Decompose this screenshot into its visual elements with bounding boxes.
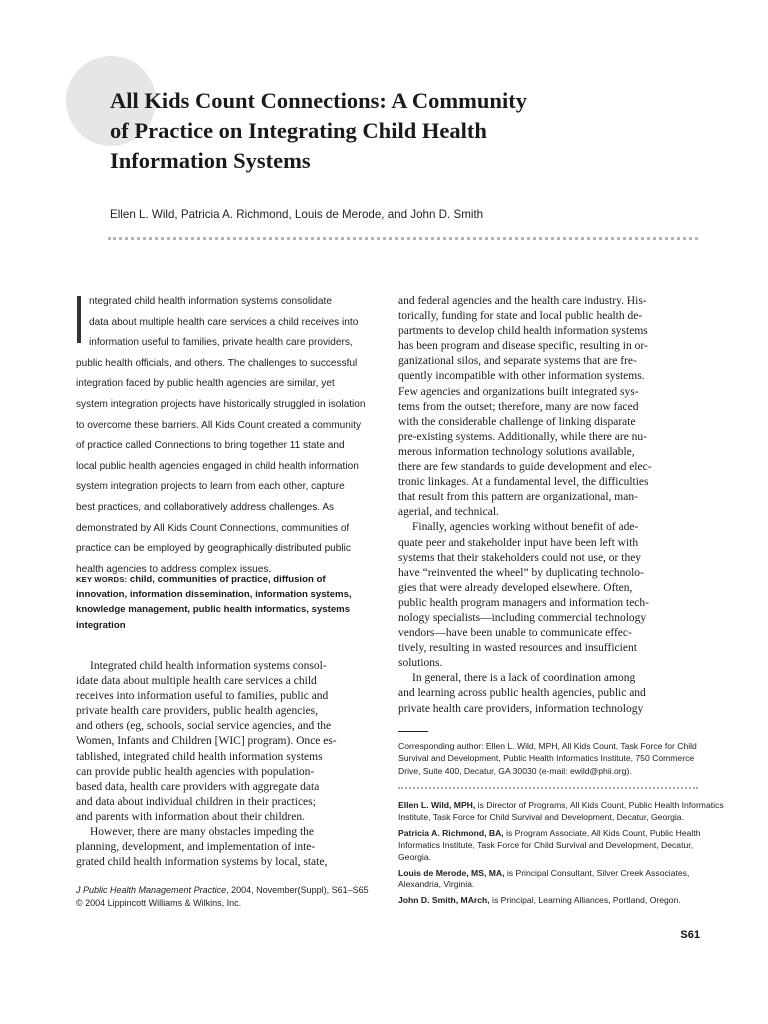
body-line: Women, Infants and Children [WIC] program). Once es- <box>76 735 337 748</box>
body-line: quate peer and stakeholder input have been left with <box>398 536 639 549</box>
body-line: Few agencies and organizations built integrated sys- <box>398 385 639 398</box>
body-line: receives into information useful to families, public and <box>76 690 329 703</box>
keywords-line: innovation, information dissemination, information systems, <box>76 589 352 601</box>
body-line: public health program managers and information tech- <box>398 596 649 609</box>
body-line: private health care providers, information technology <box>398 702 644 715</box>
body-line: gies that were already developed elsewhere. Often, <box>398 581 633 594</box>
body-line: have “reinvented the wheel” by duplicating technolo- <box>398 566 644 579</box>
journal-name: J Public Health Management Practice <box>76 885 227 895</box>
bio-text: Informatics Institute, Task Force for Child Survival and Development, Decatur, <box>398 839 694 850</box>
body-line: nology specialists—including commercial technology <box>398 611 647 624</box>
body-line: with the considerable challenge of linking disparate <box>398 415 636 428</box>
bio-text: is Principal, Learning Alliances, Portland, Oregon. <box>489 895 681 906</box>
abstract-line: system integration projects to learn from each other, capture <box>76 481 345 493</box>
body-line: However, there are many obstacles impeding the <box>90 826 315 839</box>
author-bios <box>398 800 724 911</box>
bio-text: is Director of Programs, All Kids Count, Public Health Informatics <box>475 800 724 810</box>
body-line: In general, there is a lack of coordination among <box>412 672 636 685</box>
author-bio <box>398 828 708 864</box>
footnote-rule <box>398 731 428 732</box>
body-line: partments to develop child health information systems <box>398 325 648 338</box>
keywords-line: integration <box>76 619 126 631</box>
bio-text: Alexandria, Virginia. <box>398 879 475 890</box>
abstract-line: best practices, and collaboratively address challenges. As <box>76 501 335 513</box>
author-list: Ellen L. Wild, Patricia A. Richmond, Louis de Merode, and John D. Smith <box>110 208 484 221</box>
body-line: ganizational silos, and separate systems that are fre- <box>398 355 637 368</box>
abstract-line: integration faced by public health agencies are similar, yet <box>76 378 335 390</box>
title-divider <box>108 237 698 240</box>
body-line: vendors—have been unable to communicate effec- <box>398 627 632 640</box>
keywords <box>76 572 376 633</box>
bio-text: is Program Associate, All Kids Count, Public Health <box>503 827 701 838</box>
citation-details: , 2004, November(Suppl), S61–S65 <box>226 885 369 895</box>
corresp-line: Drive, Suite 400, Decatur, GA 30030 (e-mail: ewild@phii.org). <box>398 765 632 776</box>
body-line: that result from this pattern are organizational, man- <box>398 491 638 504</box>
body-line: and learning across public health agencies, public and <box>398 687 646 700</box>
abstract-line: to overcome these barriers. All Kids Count created a community <box>76 419 361 431</box>
body-line: quently incompatible with other information systems. <box>398 370 645 383</box>
body-line: tablished, integrated child health information systems <box>76 750 323 763</box>
journal-citation <box>76 884 386 909</box>
body-line: tems from the outset; therefore, many are now faced <box>398 400 639 413</box>
bio-text: Institute, Task Force for Child Survival and Development, Decatur, Georgia. <box>398 811 684 822</box>
abstract-line: demonstrated by All Kids Count Connections, communities of <box>76 522 350 534</box>
body-line: and parents with information about their children. <box>76 810 305 823</box>
abstract-line: local public health agencies engaged in child health information <box>76 460 359 472</box>
body-column-left <box>76 659 376 870</box>
bio-name: Louis de Merode, MS, MA, <box>398 867 505 878</box>
body-line: merous information technology solutions available, <box>398 445 635 458</box>
body-line: has been program and disease specific, resulting in or- <box>398 340 648 353</box>
body-line: and others (eg, schools, social service agencies, and the <box>76 720 332 733</box>
body-line: can provide public health agencies with population- <box>76 765 315 778</box>
abstract-line: system integration projects have historically struggled in isolation <box>76 398 366 410</box>
copyright-notice: © 2004 Lippincott Williams & Wilkins, Inc. <box>76 897 242 908</box>
body-line: and data about individual children in their practices; <box>76 795 316 808</box>
body-line: private health care providers, public health agencies, <box>76 705 319 718</box>
bio-name: John D. Smith, MArch, <box>398 895 490 906</box>
title-line: of Practice on Integrating Child Health <box>110 118 487 143</box>
body-line: planning, development, and implementation of inte- <box>76 841 316 854</box>
author-bio <box>398 868 708 892</box>
body-line: there are few standards to guide development and elec- <box>398 461 652 474</box>
abstract-line: public health officials, and others. The challenges to successful <box>76 357 358 369</box>
bio-text: is Principal Consultant, Silver Creek Associates, <box>504 867 690 878</box>
body-line: Integrated child health information systems consol- <box>90 660 327 672</box>
abstract-line: practice can be employed by geographically distributed public <box>76 543 351 555</box>
keywords-label: KEY WORDS: <box>76 575 128 584</box>
body-line: tronic linkages. At a fundamental level, the difficulties <box>398 476 649 489</box>
bio-text: Georgia. <box>398 851 431 862</box>
abstract-line: ntegrated child health information systems consolidate <box>89 296 332 307</box>
page-number: S61 <box>680 929 700 941</box>
abstract-line: data about multiple health care services a child receives into <box>89 316 359 328</box>
body-line: grated child health information systems by local, state, <box>76 856 328 869</box>
body-line: idate data about multiple health care services a child <box>76 675 317 688</box>
corresponding-author <box>398 740 708 777</box>
article-title <box>110 86 670 176</box>
corresp-line: Corresponding author: Ellen L. Wild, MPH, All Kids Count, Task Force for Child <box>398 741 697 751</box>
abstract-line: of practice called Connections to bring together 11 state and <box>76 440 345 452</box>
keywords-line: child, communities of practice, diffusion of <box>129 574 326 585</box>
corresp-line: Survival and Development, Public Health Informatics Institute, 750 Commerce <box>398 753 695 764</box>
abstract-line: information useful to families, private health care providers, <box>89 337 353 349</box>
body-line: systems that their stakeholders could not use, or they <box>398 551 642 564</box>
author-bio <box>398 800 724 824</box>
body-line: tively, resulting in wasted resources and insufficient <box>398 642 637 655</box>
body-column-right <box>398 294 698 717</box>
footnote-divider <box>398 787 698 789</box>
author-bio <box>398 895 708 907</box>
keywords-line: knowledge management, public health informatics, systems <box>76 604 351 616</box>
bio-name: Ellen L. Wild, MPH, <box>398 800 476 810</box>
title-line: Information Systems <box>110 148 311 173</box>
body-line: torically, funding for state and local public health de- <box>398 310 643 323</box>
body-line: and federal agencies and the health care industry. His- <box>398 295 647 307</box>
bio-name: Patricia A. Richmond, BA, <box>398 827 504 838</box>
abstract-line: health agencies to address complex issues. <box>76 563 272 575</box>
body-line: agerial, and technical. <box>398 506 499 519</box>
abstract <box>76 292 372 580</box>
body-line: pre-existing systems. Additionally, while there are nu- <box>398 430 648 443</box>
title-line: All Kids Count Connections: A Community <box>110 88 527 113</box>
body-line: Finally, agencies working without benefit of ade- <box>412 521 639 534</box>
body-line: based data, health care providers with aggregate data <box>76 780 320 793</box>
body-line: solutions. <box>398 657 443 670</box>
